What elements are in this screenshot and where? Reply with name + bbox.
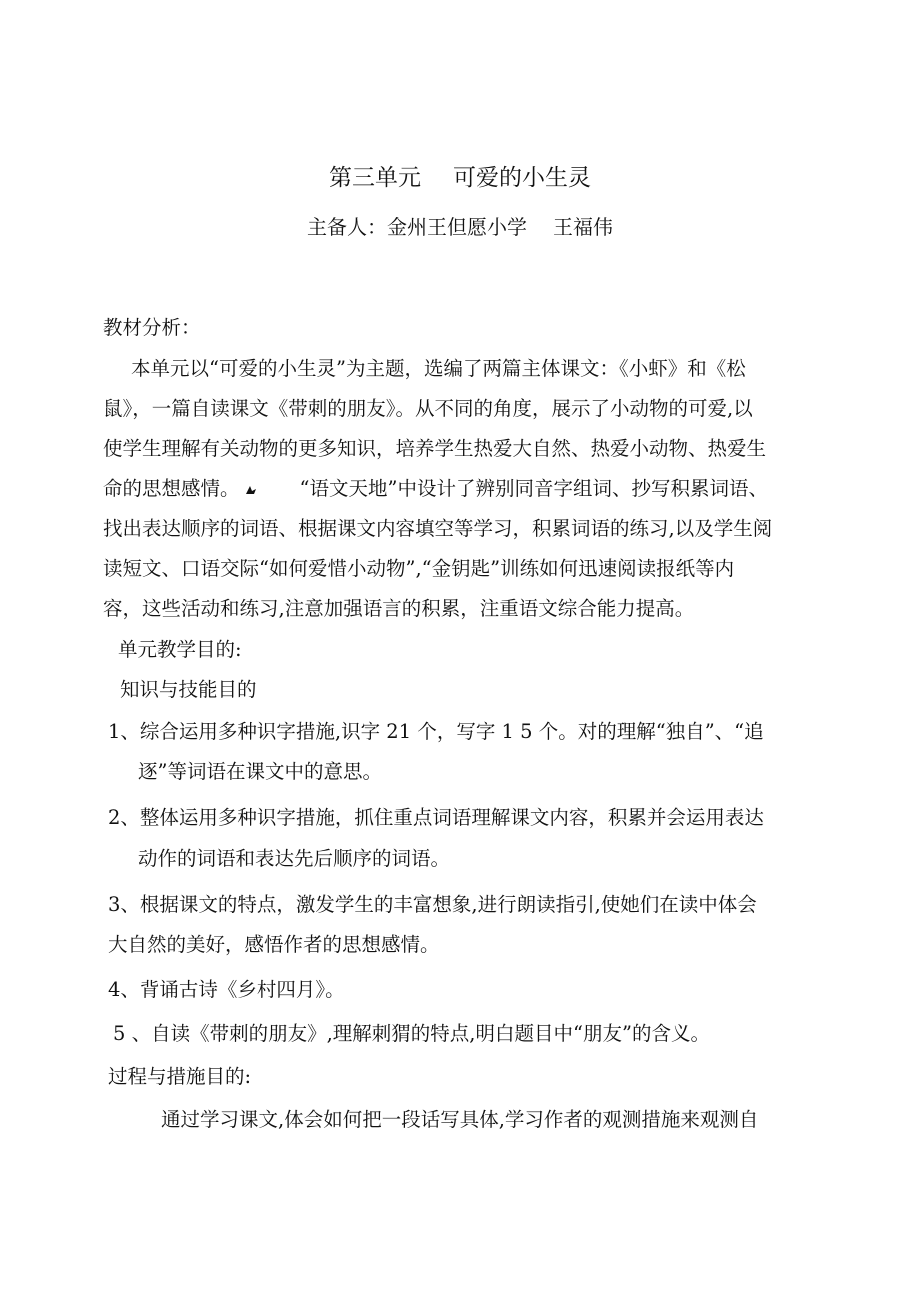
goal-item-3-cont: 大自然的美好，感悟作者的思想感情。 [108, 933, 440, 956]
document-title [0, 166, 920, 190]
analysis-line: 找出表达顺序的词语、根据课文内容填空等学习，积累词语的练习,以及学生阅 [103, 517, 773, 540]
analysis-line: 读短文、口语交际“如何爱惜小动物”,“金钥匙”训练如何迅速阅读报纸等内 [103, 557, 735, 580]
goal-item-4: 4、背诵古诗《乡村四月》。 [108, 978, 345, 1001]
analysis-line: 命的思想感情。 [103, 477, 240, 500]
goal-item-2-cont: 动作的词语和表达先后顺序的词语。 [138, 847, 451, 870]
goal-item-3: 3、根据课文的特点，激发学生的丰富想象,进行朗读指引,使她们在读中体会 [108, 893, 757, 916]
process-line: 通过学习课文,体会如何把一段话写具体,学习作者的观测措施来观测自 [161, 1108, 759, 1131]
preparer-school: 金州王但愿小学 [387, 215, 527, 239]
preparer-label: 主备人： [307, 215, 387, 239]
goal-item-1-cont: 逐”等词语在课文中的意思。 [138, 760, 382, 783]
goal-item-2: 2、整体运用多种识字措施，抓住重点词语理解课文内容，积累并会运用表达 [108, 806, 764, 829]
process-heading: 过程与措施目的: [108, 1065, 252, 1088]
analysis-line: 容，这些活动和练习,注意加强语言的积累，注重语文综合能力提高。 [103, 597, 695, 620]
goal-item-5: 5 、自读《带刺的朋友》,理解刺猬的特点,明白题目中“朋友”的含义。 [113, 1022, 710, 1045]
analysis-line-with-mark [103, 477, 768, 501]
analysis-line: “语文天地”中设计了辨别同音字组词、抄写积累词语、 [299, 477, 768, 500]
analysis-line: 本单元以“可爱的小生灵”为主题，选编了两篇主体课文：《小虾》和《松 [131, 357, 746, 380]
title-unit: 第三单元 [329, 165, 421, 191]
analysis-heading: 教材分析： [103, 316, 201, 339]
title-theme: 可爱的小生灵 [453, 165, 591, 191]
knowledge-heading: 知识与技能目的 [120, 678, 257, 701]
goals-heading: 单元教学目的: [118, 638, 242, 661]
preparer-line [0, 215, 920, 239]
preparer-name: 王福伟 [553, 215, 613, 239]
analysis-line: 鼠》，一篇自读课文《带刺的朋友》。从不同的角度，展示了小动物的可爱,以 [103, 397, 753, 420]
goal-item-1: 1、综合运用多种识字措施,识字 21 个，写字 1 5 个。对的理解“独自”、“追 [108, 720, 764, 743]
analysis-line: 使学生理解有关动物的更多知识，培养学生热爱大自然、热爱小动物、热爱生 [103, 437, 767, 460]
